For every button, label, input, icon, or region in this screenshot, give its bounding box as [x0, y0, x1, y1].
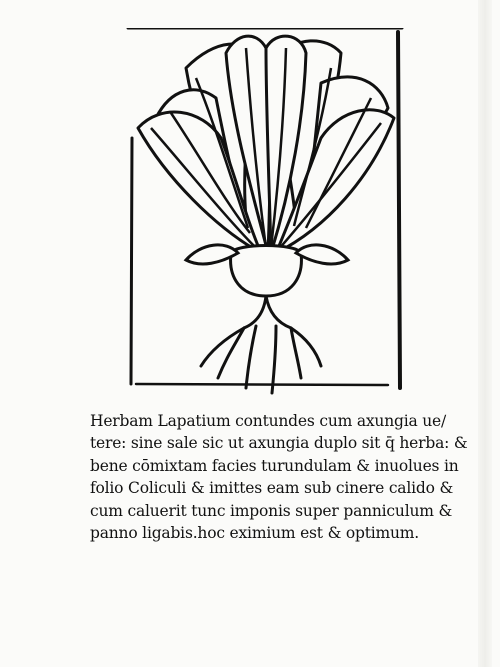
text-line: cum caluerit tunc imponis super panniculum & [90, 501, 453, 520]
plant-bulb [186, 245, 348, 296]
text-line: bene cōmixtam facies turundulam & inuolues in [90, 456, 459, 475]
text-line: folio Coliculi & imittes eam sub cinere calido & [90, 479, 454, 498]
frame-left-border [131, 138, 132, 384]
plant-leaves [138, 36, 394, 253]
text-line: Herbam Lapatium contundes cum axungia ue∕ [90, 412, 447, 430]
text-line: tere: sine sale sic ut axungia duplo sit q̄ herba: & [90, 434, 468, 453]
frame-right-border [398, 32, 400, 388]
herbal-recipe-text [90, 410, 468, 544]
text-line: panno ligabis.hoc eximium est & optimum. [90, 524, 420, 543]
plant-woodcut-illustration [126, 28, 404, 396]
page-edge-shadow [478, 0, 492, 667]
frame-bottom-border [136, 384, 388, 385]
plant-roots [201, 296, 321, 393]
plant-woodcut-icon [126, 28, 404, 396]
